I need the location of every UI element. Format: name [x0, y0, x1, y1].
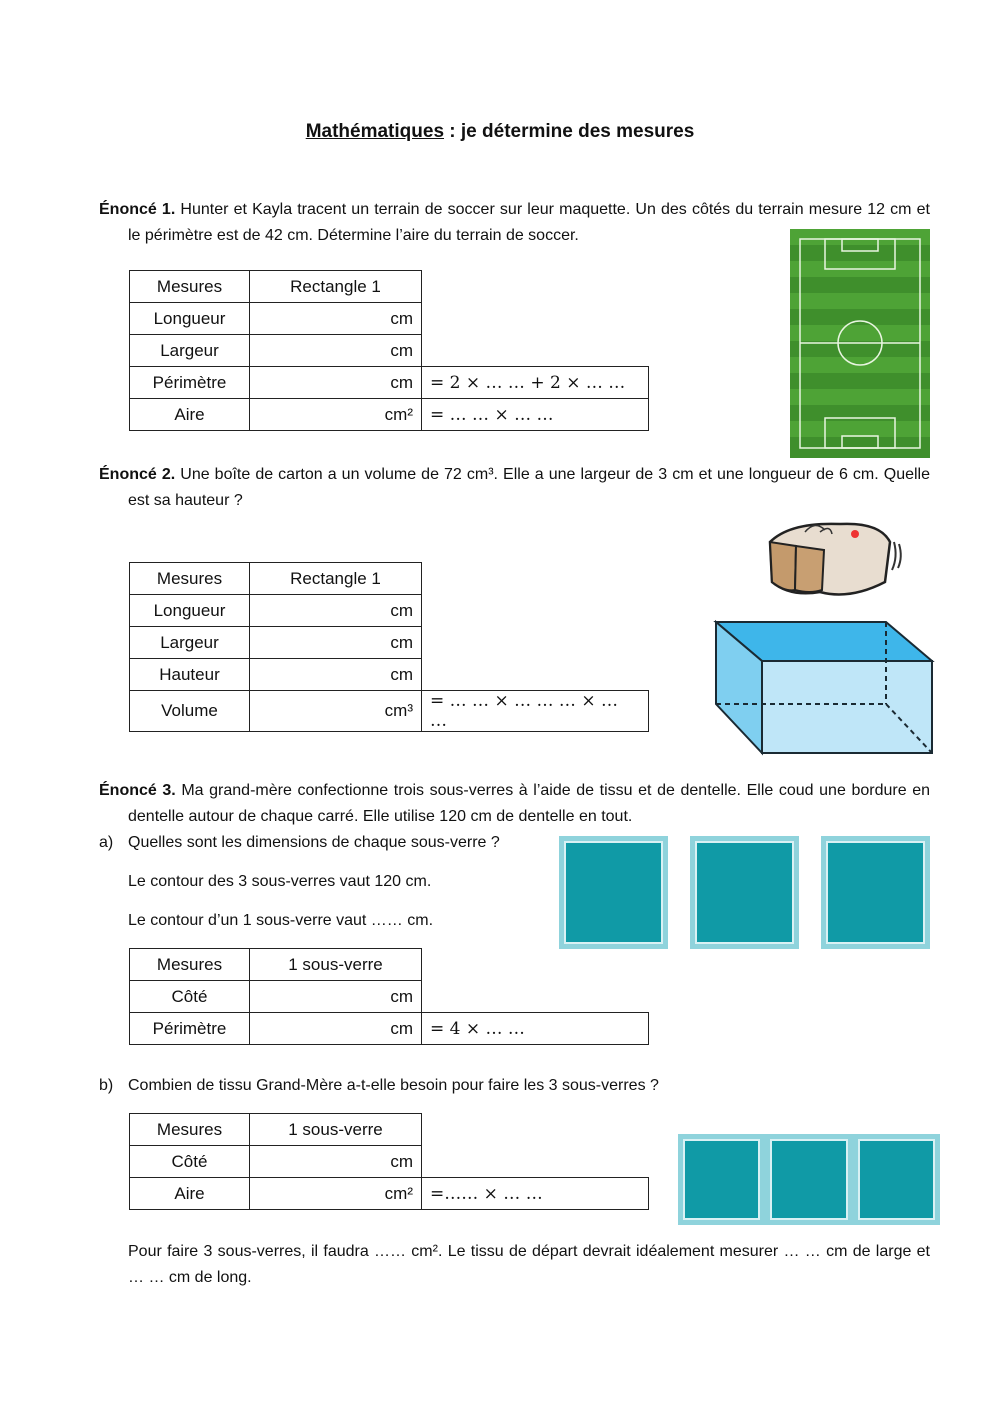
- rectangular-prism-image: [712, 618, 937, 758]
- coaster-image: [853, 1134, 940, 1225]
- header-cell: Mesures: [130, 271, 250, 303]
- exercise-2-table: [129, 562, 649, 732]
- coaster-image: [690, 836, 799, 949]
- answer-cell[interactable]: cm: [250, 335, 422, 367]
- info-line: Le contour des 3 sous-verres vaut 120 cm.: [128, 873, 432, 890]
- answer-cell[interactable]: cm: [250, 1146, 422, 1178]
- question-a: [99, 831, 500, 855]
- list-marker: b): [99, 1077, 114, 1094]
- row-label: Périmètre: [130, 1013, 250, 1045]
- page-title: [0, 121, 1000, 143]
- coaster-image: [559, 836, 668, 949]
- exercise-label: Énoncé 3.: [99, 782, 176, 799]
- coaster-image: [678, 1134, 765, 1225]
- answer-cell[interactable]: cm: [250, 659, 422, 691]
- title-rest: : je détermine des mesures: [444, 121, 695, 142]
- empty-cell: [422, 271, 649, 303]
- cardboard-package-image: [760, 512, 905, 602]
- coaster-image: [765, 1134, 852, 1225]
- answer-cell[interactable]: cm: [250, 303, 422, 335]
- formula-cell[interactable]: =…… × … …: [422, 1178, 649, 1210]
- row-label: Longueur: [130, 303, 250, 335]
- row-label: Largeur: [130, 627, 250, 659]
- row-label: Aire: [130, 399, 250, 431]
- empty-cell: [422, 659, 649, 691]
- exercise-3-statement: [99, 778, 930, 830]
- empty-cell: [422, 303, 649, 335]
- empty-cell: [422, 627, 649, 659]
- question-b: [99, 1074, 659, 1098]
- exercise-text: Hunter et Kayla tracent un terrain de soccer sur leur maquette. Un des côtés du terrain mesure 12 cm et le périmètre est de 42 cm. Détermine l’aire du terrain de soccer.: [128, 201, 930, 244]
- row-label: Longueur: [130, 595, 250, 627]
- question-text: Combien de tissu Grand-Mère a-t-elle besoin pour faire les 3 sous-verres ?: [128, 1077, 659, 1094]
- row-label: Largeur: [130, 335, 250, 367]
- empty-cell: [422, 949, 649, 981]
- empty-cell: [422, 595, 649, 627]
- empty-cell: [422, 335, 649, 367]
- exercise-1-table: [129, 270, 649, 431]
- header-cell: Mesures: [130, 1114, 250, 1146]
- exercise-2-statement: [99, 462, 930, 514]
- header-cell: Rectangle 1: [250, 271, 422, 303]
- answer-cell[interactable]: cm: [250, 367, 422, 399]
- question-text: Quelles sont les dimensions de chaque sous-verre ?: [128, 834, 500, 851]
- combined-coasters-image: [678, 1134, 940, 1225]
- row-label: Volume: [130, 691, 250, 732]
- row-label: Hauteur: [130, 659, 250, 691]
- empty-cell: [422, 1146, 649, 1178]
- exercise-3a-table: [129, 948, 649, 1045]
- answer-cell[interactable]: cm²: [250, 1178, 422, 1210]
- header-cell: 1 sous-verre: [250, 949, 422, 981]
- header-cell: Mesures: [130, 949, 250, 981]
- row-label: Périmètre: [130, 367, 250, 399]
- answer-cell[interactable]: cm³: [250, 691, 422, 732]
- formula-cell[interactable]: = 4 × … …: [422, 1013, 649, 1045]
- conclusion-text: Pour faire 3 sous-verres, il faudra …… cm². Le tissu de départ devrait idéalement mesurer … … cm de large et … … cm de long.: [128, 1243, 930, 1286]
- exercise-text: Une boîte de carton a un volume de 72 cm³. Elle a une largeur de 3 cm et une longueur de 6 cm. Quelle est sa hauteur ?: [128, 466, 931, 509]
- exercise-label: Énoncé 2.: [99, 466, 176, 483]
- answer-cell[interactable]: cm: [250, 595, 422, 627]
- header-cell: 1 sous-verre: [250, 1114, 422, 1146]
- info-line: Le contour d’un 1 sous-verre vaut …… cm.: [128, 912, 434, 929]
- title-subject: Mathématiques: [305, 121, 445, 142]
- header-cell: Mesures: [130, 563, 250, 595]
- empty-cell: [422, 563, 649, 595]
- formula-cell[interactable]: = … … × … …: [422, 399, 649, 431]
- row-label: Côté: [130, 1146, 250, 1178]
- exercise-3b-table: [129, 1113, 649, 1210]
- header-cell: Rectangle 1: [250, 563, 422, 595]
- answer-cell[interactable]: cm²: [250, 399, 422, 431]
- row-label: Aire: [130, 1178, 250, 1210]
- empty-cell: [422, 981, 649, 1013]
- coaster-image: [821, 836, 930, 949]
- exercise-label: Énoncé 1.: [99, 201, 176, 218]
- exercise-text: Ma grand-mère confectionne trois sous-verres à l’aide de tissu et de dentelle. Elle coud une bordure en dentelle autour de chaque carré. Elle utilise 120 cm de dentelle en tout.: [128, 782, 931, 825]
- answer-cell[interactable]: cm: [250, 1013, 422, 1045]
- empty-cell: [422, 1114, 649, 1146]
- answer-cell[interactable]: cm: [250, 627, 422, 659]
- soccer-field-image: [790, 229, 930, 458]
- row-label: Côté: [130, 981, 250, 1013]
- formula-cell[interactable]: = … … × … … … × … …: [422, 691, 649, 732]
- formula-cell[interactable]: = 2 × … … + 2 × … …: [422, 367, 649, 399]
- answer-cell[interactable]: cm: [250, 981, 422, 1013]
- list-marker: a): [99, 834, 114, 851]
